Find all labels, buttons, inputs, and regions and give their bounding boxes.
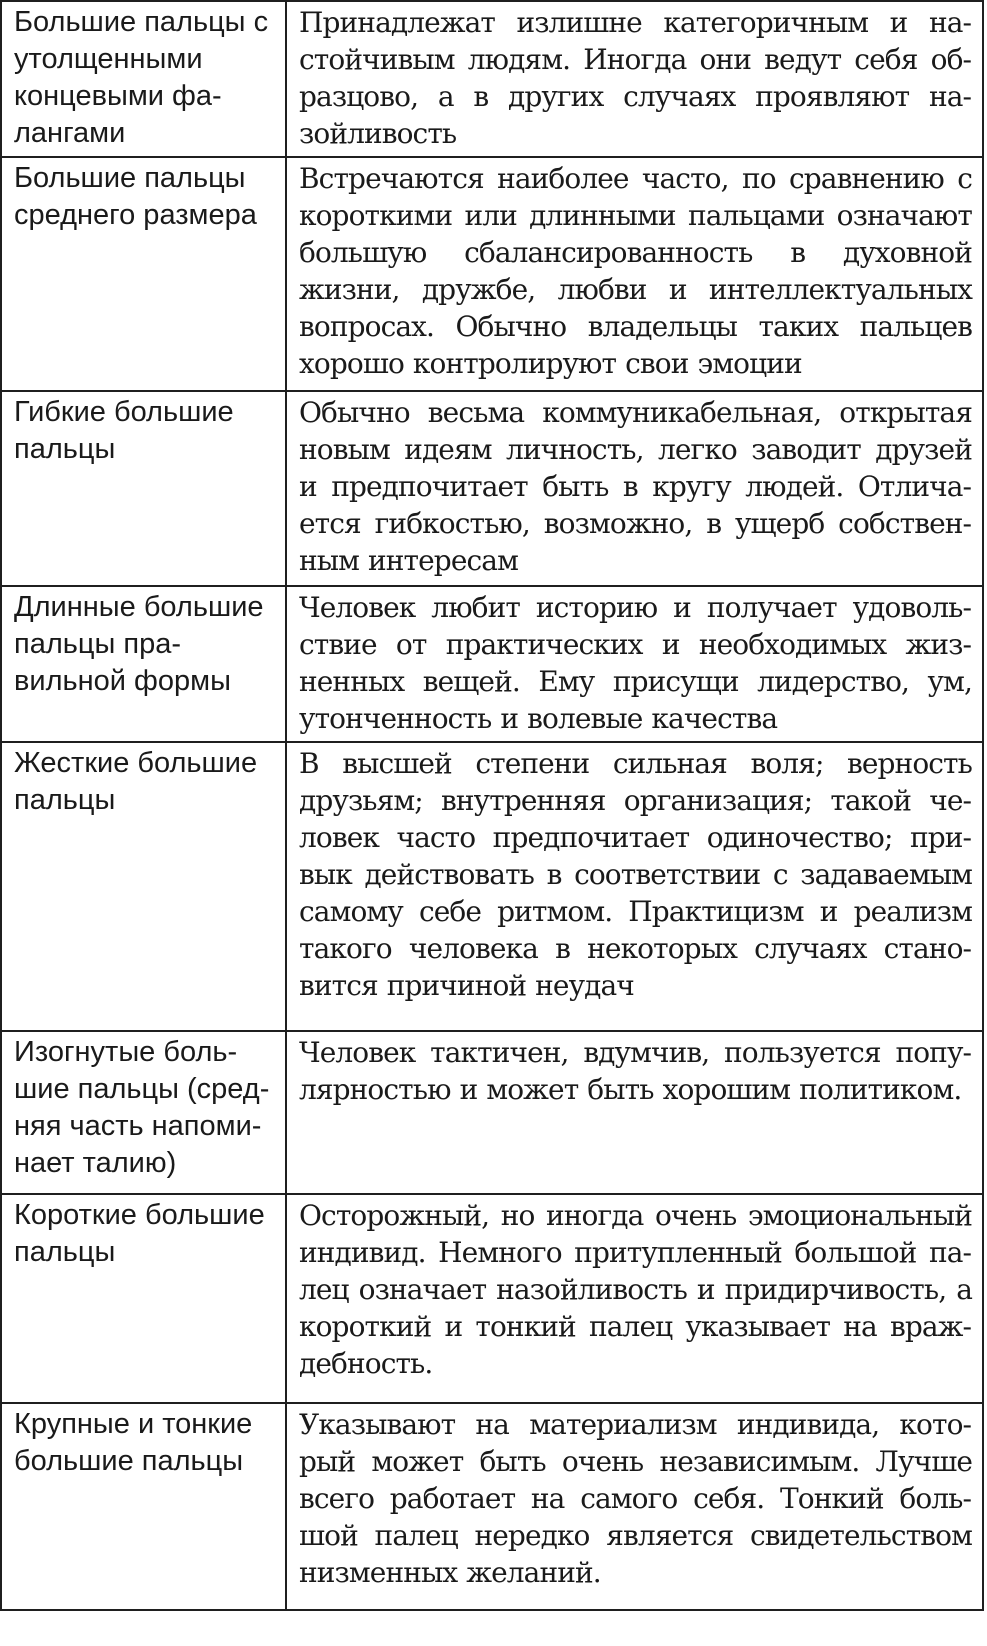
thumb-description-text: Осторожный, но иногда очень эмоциональный индивид. Немного притупленный большой палец означает назойливость и придирчивость, а короткий и тонкий палец указывает на враждебность. bbox=[299, 1199, 972, 1380]
thumb-type-label: Большие пальцы среднего размера bbox=[14, 162, 257, 231]
thumb-description-text: Указывают на материализм индивида, который может быть очень независимым. Лучше всего работает на самого себя. Тонкий большой палец нередко является свидетельством низменных желаний. bbox=[299, 1408, 972, 1589]
table-row bbox=[1, 586, 983, 742]
thumb-type-label: Крупные и тонкие большие пальцы bbox=[14, 1408, 253, 1477]
table-row bbox=[1, 391, 983, 586]
thumb-description-text: Встречаются наиболее часто, по сравнению с короткими или длинными пальцами означают большую сбалансированность в духовной жизни, дружбе, любви и интеллектуальных вопросах. Обычно владельцы таких пальцев хорошо контролируют свои эмоции bbox=[299, 162, 972, 380]
thumb-description-text: Обычно весьма коммуникабельная, открытая новым идеям личность, легко заводит друзей и предпочитает быть в кругу людей. Отличается гибкостью, возможно, в ущерб собственным интересам bbox=[299, 396, 972, 577]
thumb-description-text: Человек тактичен, вдумчив, пользуется популярностью и может быть хорошим политиком. bbox=[299, 1036, 972, 1106]
thumb-type-cell bbox=[1, 586, 286, 742]
thumb-type-cell bbox=[1, 157, 286, 391]
table-row bbox=[1, 1031, 983, 1194]
thumb-type-label: Большие пальцы с утолщенными концевыми фалангами bbox=[14, 6, 269, 149]
thumb-description-cell bbox=[286, 1403, 983, 1610]
thumb-description-cell bbox=[286, 586, 983, 742]
thumb-description-cell bbox=[286, 1194, 983, 1403]
thumb-type-cell bbox=[1, 742, 286, 1031]
table-row bbox=[1, 1194, 983, 1403]
thumb-description-cell bbox=[286, 742, 983, 1031]
thumb-description-cell bbox=[286, 157, 983, 391]
table-row bbox=[1, 1, 983, 157]
thumb-description-text: Принадлежат излишне категоричным и настойчивым людям. Иногда они ведут себя образцово, а в других случаях проявляют назойливость bbox=[299, 6, 972, 150]
thumb-description-cell bbox=[286, 391, 983, 586]
thumb-type-label: Гибкие большие пальцы bbox=[14, 396, 234, 465]
table-row bbox=[1, 157, 983, 391]
thumb-type-label: Изогнутые большие пальцы (средняя часть напоминает талию) bbox=[14, 1036, 270, 1179]
thumb-type-cell bbox=[1, 1403, 286, 1610]
thumb-description-cell bbox=[286, 1, 983, 157]
table-row bbox=[1, 1403, 983, 1610]
thumb-type-cell bbox=[1, 1, 286, 157]
thumb-type-cell bbox=[1, 1194, 286, 1403]
thumb-type-label: Короткие большие пальцы bbox=[14, 1199, 265, 1268]
thumb-type-label: Длинные большие пальцы правильной формы bbox=[14, 591, 264, 697]
thumb-type-cell bbox=[1, 1031, 286, 1194]
table-row bbox=[1, 742, 983, 1031]
thumb-description-text: Человек любит историю и получает удовольствие от практических и необходимых жизненных вещей. Ему присущи лидерство, ум, утонченность и волевые качества bbox=[299, 591, 972, 735]
thumb-description-cell bbox=[286, 1031, 983, 1194]
thumb-description-text: В высшей степени сильная воля; верность друзьям; внутренняя организация; такой человек часто предпочитает одиночество; привык действовать в соответствии с задаваемым самому себе ритмом. Практицизм и реализм такого человека в некоторых случаях становится причиной неудач bbox=[299, 747, 972, 1002]
thumb-type-cell bbox=[1, 391, 286, 586]
thumb-type-label: Жесткие большие пальцы bbox=[14, 747, 258, 816]
